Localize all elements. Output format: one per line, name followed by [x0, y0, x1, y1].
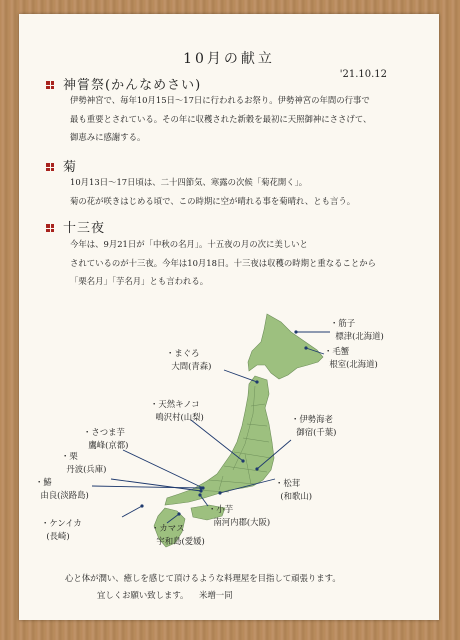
arrow-sawara [92, 486, 201, 488]
map-label-kamasu: ・カマス 宇和島(愛媛) [151, 523, 205, 546]
map-label-maguro: ・まぐろ 大間(青森) [166, 348, 212, 371]
section-body-kannamesai: 伊勢神宮で、毎年10月15日〜17日に行われるお祭り。伊勢神宮の年間の行事で 最も重要とされている。その年に収穫された新穀を最初に天照御神にささげて、 御恵みに感謝する。 [70, 95, 372, 142]
section-body-jusanya: 今年は、9月21日が「中秋の名月」。十五夜の月の次に美しいと されているのが十三夜。今年は10月18日。十三夜は収穫の時期と重なることから 「栗名月」「芋名月」とも言われる。 [70, 239, 377, 286]
map-label-satsumaimo: ・さつま芋 鷹峰(京都) [83, 427, 129, 450]
map-label-iseebi: ・伊勢海老 御宿(千葉) [291, 414, 337, 437]
map-label-koimo: ・小芋 南河内郡(大阪) [208, 504, 271, 527]
arrow-kenika [122, 506, 142, 517]
menu-paper [19, 14, 439, 620]
map-label-kegani: ・毛蟹 根室(北海道) [324, 346, 378, 369]
closing-message: 心と体が潤い、癒しを感じて頂けるような料理屋を目指して頑張ります。 宜しくお願い致します。 米増一同 [65, 573, 341, 600]
arrow-maguro [224, 370, 257, 382]
date-label: '21.10.12 [339, 69, 387, 80]
arrow-kinoko [191, 420, 243, 461]
section-heading-kannamesai: 神嘗祭(かんなめさい) [63, 78, 202, 93]
map-label-matsutake: ・松茸 (和歌山) [275, 478, 312, 501]
section-body-kiku: 10月13日〜17日頃は、二十四節気、寒露の次候「菊花開く」。 菊の花が咲きはじめる頃で、この時期に空が晴れる事を菊晴れ、とも言う。 [70, 177, 356, 206]
page-title: 10月の献立 [183, 51, 275, 67]
map-label-sawara: ・鰆 由良(淡路島) [35, 477, 89, 500]
map-label-kinoko: ・天然キノコ 鳴沢村(山梨) [150, 399, 204, 422]
section-heading-kiku: 菊 [63, 160, 78, 175]
map-label-kenika: ・ケンイカ (長崎) [41, 518, 82, 541]
map-label-sujiko: ・筋子 標津(北海道) [330, 318, 384, 341]
hokkaido-shape [248, 314, 323, 379]
section-heading-jusanya: 十三夜 [63, 221, 106, 236]
map-label-kuri: ・栗 丹波(兵庫) [61, 451, 107, 474]
